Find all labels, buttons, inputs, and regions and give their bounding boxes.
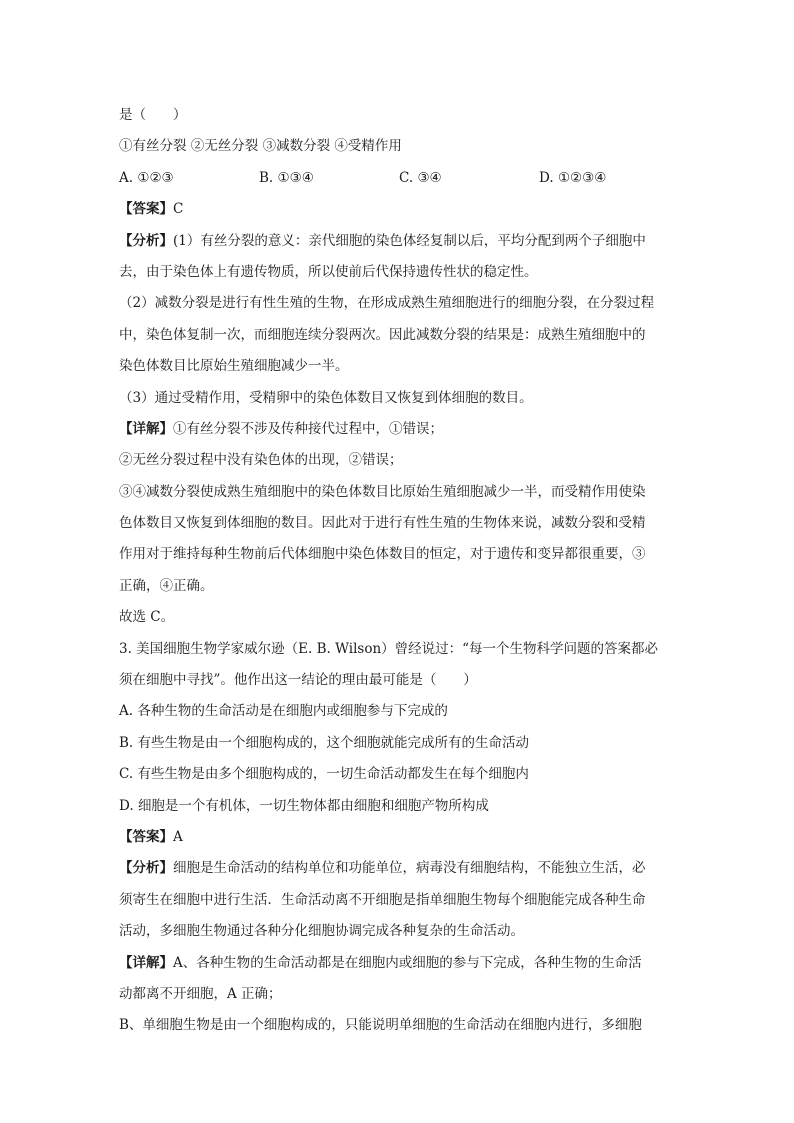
q3-option-a: A. 各种生物的生命活动是在细胞内或细胞参与下完成的	[119, 703, 448, 720]
q2-stem-tail: 是（ ）	[119, 107, 187, 123]
q2-conclusion: 故选 C。	[119, 609, 175, 626]
q3-detail-line: 【详解】A、各种生物的生命活动都是在细胞内或细胞的参与下完成，各种生物的生命活	[119, 954, 642, 971]
q2-analysis-line: （3）通过受精作用，受精卵中的染色体数目又恢复到体细胞的数目。	[119, 389, 533, 406]
q3-option-c: C. 有些生物是由多个细胞构成的，一切生命活动都发生在每个细胞内	[119, 766, 529, 783]
q2-option-c: C. ③④	[399, 169, 442, 186]
q2-analysis-line: 【分析】(1）有丝分裂的意义：亲代细胞的染色体经复制以后，平均分配到两个子细胞中	[119, 232, 646, 249]
q2-detail-line: 色体数目又恢复到体细胞的数目。因此对于进行有性生殖的生物体来说，减数分裂和受精	[119, 515, 646, 532]
q2-options	[119, 163, 679, 194]
q3-stem-line: 3. 美国细胞生物学家威尔逊（E. B. Wilson）曾经说过：“每一个生物科学问题的答案都必	[119, 640, 659, 657]
q2-option-b: B. ①③④	[259, 169, 314, 186]
q3-detail-line: B、单细胞生物是由一个细胞构成的，只能说明单细胞的生命活动在细胞内进行，多细胞	[119, 1017, 642, 1034]
q3-detail-line: 动都离不开细胞，A 正确；	[119, 985, 282, 1002]
q3-option-b: B. 有些生物是由一个细胞构成的，这个细胞就能完成所有的生命活动	[119, 734, 530, 751]
q3-option-d: D. 细胞是一个有机体，一切生物体都由细胞和细胞产物所构成	[119, 797, 489, 814]
q2-detail-line: 作用对于维持每种生物前后代体细胞中染色体数目的恒定，对于遗传和变异都很重要，③	[119, 546, 646, 563]
q2-detail-line: 【详解】①有丝分裂不涉及传种接代过程中，①错误；	[119, 420, 443, 437]
answer-tag: 【答案】	[119, 828, 173, 845]
q2-option-d: D. ①②③④	[539, 169, 607, 186]
q3-analysis-line: 【分析】细胞是生命活动的结构单位和功能单位，病毒没有细胞结构，不能独立生活，必	[119, 860, 646, 877]
q2-analysis-line: 中，染色体复制一次，而细胞连续分裂两次。因此减数分裂的结果是：成熟生殖细胞中的	[119, 326, 646, 343]
detail-tag: 【详解】	[119, 420, 173, 437]
q3-analysis-line: 活动，多细胞生物通过各种分化细胞协调完成各种复杂的生命活动。	[119, 923, 524, 940]
analysis-tag: 【分析】	[119, 232, 173, 249]
answer-tag: 【答案】	[119, 201, 173, 218]
q2-analysis-line: 去，由于染色体上有遗传物质，所以使前后代保持遗传性状的稳定性。	[119, 263, 538, 280]
q2-items: ①有丝分裂 ②无丝分裂 ③减数分裂 ④受精作用	[119, 138, 402, 155]
detail-tag: 【详解】	[119, 954, 173, 971]
analysis-tag: 【分析】	[119, 860, 173, 877]
q2-analysis-line: 染色体数目比原始生殖细胞减少一半。	[119, 358, 349, 375]
q2-answer: 【答案】C	[119, 201, 184, 218]
q2-detail-line: ③④减数分裂使成熟生殖细胞中的染色体数目比原始生殖细胞减少一半，而受精作用使染	[119, 483, 646, 500]
q3-stem-line: 须在细胞中寻找”。他作出这一结论的理由最可能是（ ）	[119, 672, 477, 689]
q3-answer: 【答案】A	[119, 828, 183, 845]
q3-analysis-line: 须寄生在细胞中进行生活．生命活动离不开细胞是指单细胞生物每个细胞能完成各种生命	[119, 891, 646, 908]
q2-option-a: A. ①②③	[119, 169, 174, 186]
page-content	[119, 100, 679, 1042]
q2-detail-line: ②无丝分裂过程中没有染色体的出现，②错误；	[119, 452, 403, 469]
q2-detail-line: 正确，④正确。	[119, 577, 214, 594]
q2-analysis-line: （2）减数分裂是进行有性生殖的生物，在形成成熟生殖细胞进行的细胞分裂，在分裂过程	[119, 295, 655, 312]
